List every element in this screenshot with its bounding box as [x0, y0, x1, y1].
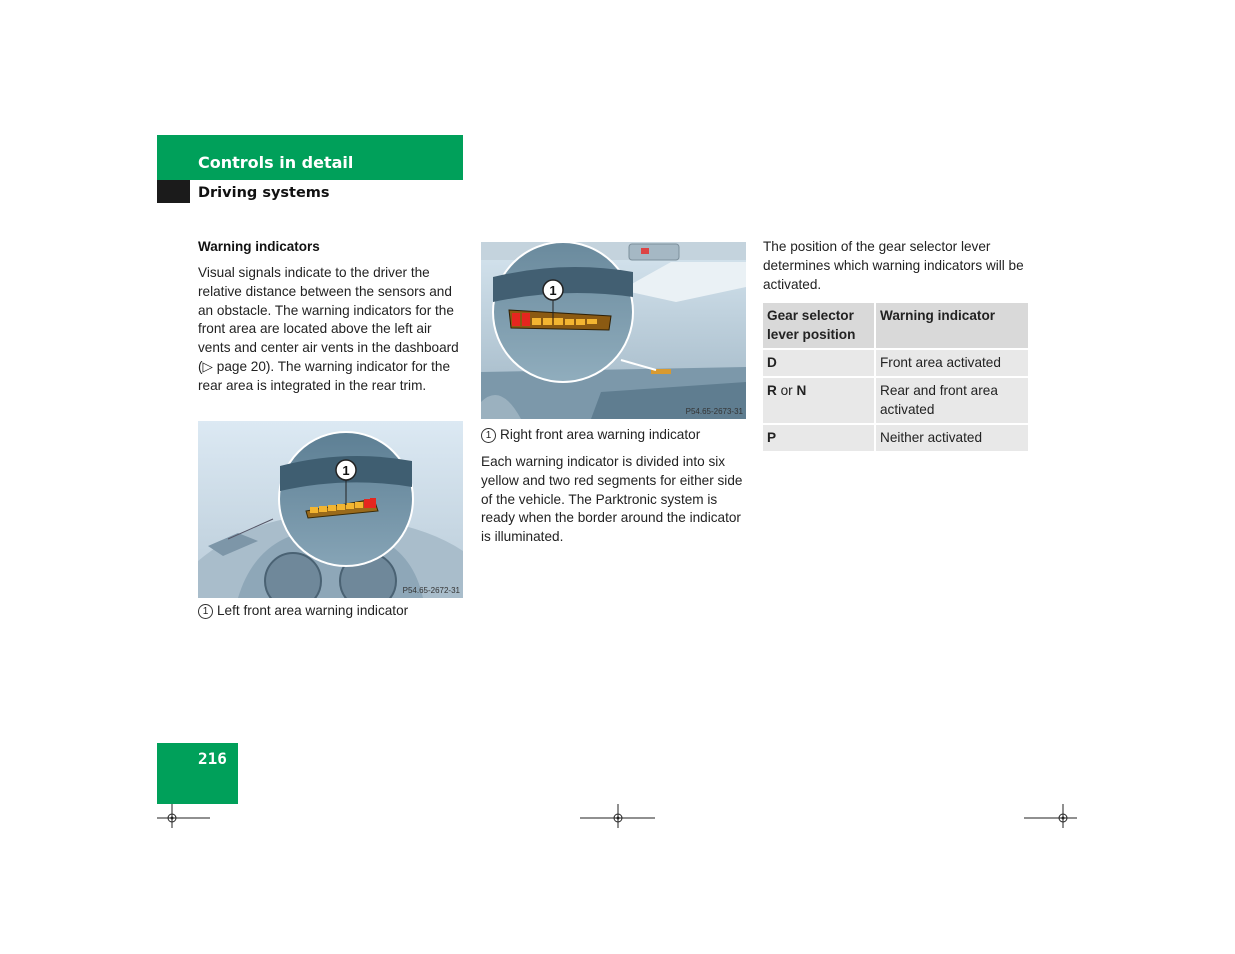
right-indicator-figure	[481, 242, 746, 419]
table-cell-indicator: Rear and front area activated	[875, 377, 1028, 424]
right-figure-callout: 1	[549, 283, 557, 298]
gear-selector-paragraph: The position of the gear selector lever determines which warning indicators will be activated.	[763, 239, 1024, 292]
position-n: N	[796, 383, 807, 398]
left-figure-caption-text: Left front area warning indicator	[217, 603, 409, 618]
table-header-row	[763, 303, 1028, 349]
crop-mark-right	[1022, 800, 1082, 830]
table-cell-position: D	[763, 349, 875, 377]
right-figure-caption-text: Right front area warning indicator	[500, 427, 701, 442]
intro-paragraph: Visual signals indicate to the driver the relative distance between the sensors and an obstacle. The warning indicators for the front area are located above the left air vents and center air vents in the dashboard (▷ page 20). The warning indicator for the rear area is integrated in the rear trim.	[198, 265, 459, 393]
table-cell-indicator: Front area activated	[875, 349, 1028, 377]
section-title: Controls in detail	[198, 153, 354, 172]
table-cell-position	[763, 377, 875, 424]
table-row	[763, 424, 1028, 451]
left-figure-caption	[198, 603, 408, 619]
segments-paragraph: Each warning indicator is divided into six yellow and two red segments for either side of the vehicle. The Parktronic system is ready when the border around the indicator is illuminated.	[481, 454, 743, 545]
warning-indicators-heading: Warning indicators	[198, 239, 320, 254]
table-cell-indicator: Neither activated	[875, 424, 1028, 451]
right-figure-code: P54.65-2673-31	[685, 407, 743, 416]
crop-mark-left	[155, 800, 215, 830]
table-row	[763, 349, 1028, 377]
section-marker	[157, 180, 190, 203]
table-row	[763, 377, 1028, 424]
caption-callout-number: 1	[481, 428, 496, 443]
position-r: R	[767, 383, 777, 398]
left-figure-code: P54.65-2672-31	[402, 586, 460, 595]
subsection-title: Driving systems	[198, 185, 330, 201]
crop-mark-center	[578, 800, 658, 830]
right-indicator-illustration	[481, 242, 746, 419]
left-indicator-illustration	[198, 421, 463, 598]
left-figure-callout: 1	[342, 463, 350, 478]
position-or: or	[780, 383, 793, 398]
table-cell-position: P	[763, 424, 875, 451]
table-header-indicator: Warning indicator	[875, 303, 1028, 349]
table-header-position: Gear selector lever position	[763, 303, 875, 349]
caption-callout-number: 1	[198, 604, 213, 619]
page-number: 216	[198, 749, 227, 768]
right-figure-caption	[481, 427, 700, 443]
gear-selector-table	[763, 303, 1028, 451]
left-indicator-figure	[198, 421, 463, 598]
